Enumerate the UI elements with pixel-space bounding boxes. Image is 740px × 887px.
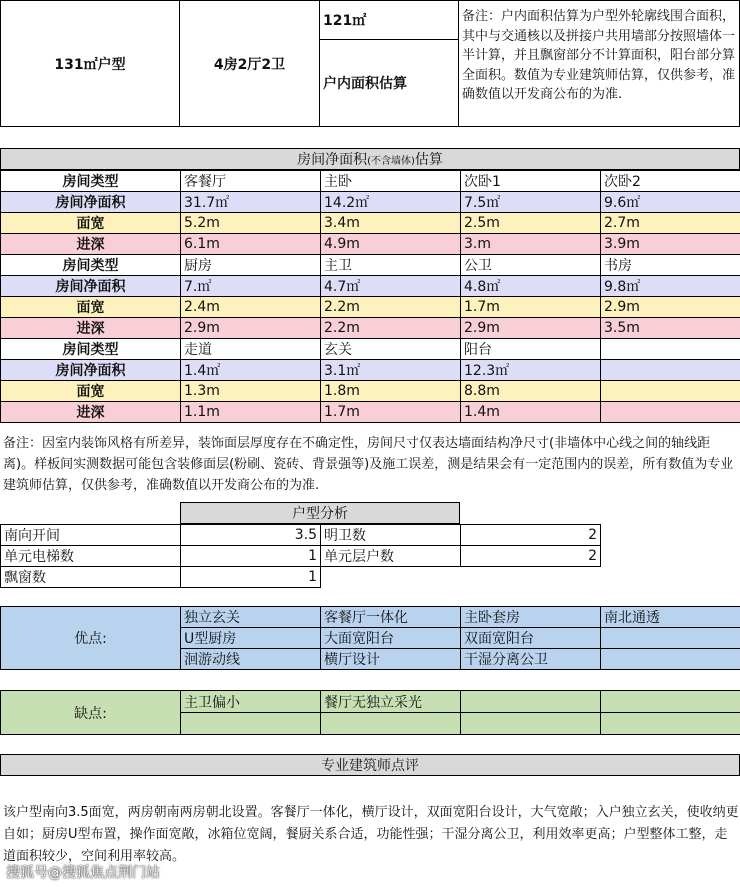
analysis-label: 单元层户数 — [320, 545, 461, 567]
room-name-cell: 书房 — [600, 254, 740, 276]
room-name-cell: 主卧 — [320, 170, 461, 192]
row-label-room-area: 房间净面积 — [0, 191, 181, 213]
review-title: 专业建筑师点评 — [0, 754, 740, 776]
pro-item: 大面宽阳台 — [320, 627, 461, 649]
row-label-room-area: 房间净面积 — [0, 359, 181, 381]
room-width-cell — [600, 380, 740, 402]
con-item: 主卫偏小 — [180, 690, 321, 713]
unit-layout: 4房2厅2卫 — [179, 0, 320, 127]
pro-item — [600, 627, 740, 649]
room-depth-cell: 6.1m — [180, 233, 321, 255]
room-name-cell: 走道 — [180, 338, 321, 360]
pro-item: 南北通透 — [600, 606, 740, 628]
room-area-cell — [600, 359, 740, 381]
rooms-table-title — [0, 148, 740, 170]
row-label-room-area: 房间净面积 — [0, 275, 181, 297]
row-label-room-name: 房间类型 — [0, 170, 181, 192]
con-item — [320, 712, 461, 735]
room-width-cell: 5.2m — [180, 212, 321, 234]
pro-item: 洄游动线 — [180, 648, 321, 670]
cons-label: 缺点: — [0, 690, 181, 735]
room-area-cell: 9.8㎡ — [600, 275, 740, 297]
room-name-cell: 客餐厅 — [180, 170, 321, 192]
row-label-room-depth: 进深 — [0, 401, 181, 423]
room-width-cell: 1.3m — [180, 380, 321, 402]
pro-item: 干湿分离公卫 — [460, 648, 601, 670]
pro-item: 独立玄关 — [180, 606, 321, 628]
room-area-cell: 31.7㎡ — [180, 191, 321, 213]
pro-item: 客餐厅一体化 — [320, 606, 461, 628]
room-depth-cell: 2.2m — [320, 317, 461, 339]
room-area-cell: 9.6㎡ — [600, 191, 740, 213]
room-name-cell: 公卫 — [460, 254, 601, 276]
room-depth-cell: 1.4m — [460, 401, 601, 423]
room-name-cell: 玄关 — [320, 338, 461, 360]
analysis-title: 户型分析 — [180, 502, 460, 524]
pro-item: 双面宽阳台 — [460, 627, 601, 649]
analysis-value: 1 — [180, 545, 321, 567]
rooms-title-small: (不含墙体) — [367, 155, 415, 167]
room-name-cell: 主卫 — [320, 254, 461, 276]
area-remark-box — [458, 0, 740, 127]
room-area-cell: 7.5㎡ — [460, 191, 601, 213]
analysis-label: 单元电梯数 — [0, 545, 181, 567]
review-text: 该户型南向3.5面宽，两房朝南两房朝北设置。客餐厅一体化，横厅设计，双面宽阳台设计，大气宽敞；入户独立玄关，使收纳更自如；厨房U型布置，操作面宽敞，冰箱位宽阔，餐厨关系合适，功能性强；干湿分离公卫，利用效率更高；户型整体工整，走道面积较少，空间利用率较高。 — [3, 805, 739, 864]
room-area-cell: 12.3㎡ — [460, 359, 601, 381]
analysis-label: 明卫数 — [320, 524, 461, 546]
pros-label: 优点: — [0, 606, 181, 670]
room-depth-cell: 1.1m — [180, 401, 321, 423]
room-depth-cell: 1.7m — [320, 401, 461, 423]
pro-item — [600, 648, 740, 670]
room-area-cell: 3.1㎡ — [320, 359, 461, 381]
con-item — [180, 712, 321, 735]
room-name-cell: 阳台 — [460, 338, 601, 360]
analysis-label: 南向开间 — [0, 524, 181, 546]
row-label-room-width: 面宽 — [0, 212, 181, 234]
room-width-cell: 2.5m — [460, 212, 601, 234]
pro-item: U型厨房 — [180, 627, 321, 649]
room-depth-cell: 3.9m — [600, 233, 740, 255]
analysis-value: 3.5 — [180, 524, 321, 546]
room-depth-cell — [600, 401, 740, 423]
area-remark: 备注：户内面积估算为户型外轮廓线围合面积，其中与交通核以及拼接户共用墙部分按照墙体一半计算，并且飘窗部分不计算面积，阳台部分算全面积。数值为专业建筑师估算，仅供参考，准确数值以开发商公布的为准. — [462, 9, 736, 102]
room-area-cell: 7.㎡ — [180, 275, 321, 297]
row-label-room-depth: 进深 — [0, 233, 181, 255]
room-area-cell: 4.7㎡ — [320, 275, 461, 297]
pro-item: 横厅设计 — [320, 648, 461, 670]
analysis-value: 2 — [460, 524, 601, 546]
room-depth-cell: 3.5m — [600, 317, 740, 339]
room-depth-cell: 2.9m — [180, 317, 321, 339]
row-label-room-name: 房间类型 — [0, 338, 181, 360]
room-depth-cell: 4.9m — [320, 233, 461, 255]
con-item — [460, 690, 601, 713]
rooms-title-main: 房间净面积 — [297, 152, 368, 168]
room-area-cell: 4.8㎡ — [460, 275, 601, 297]
room-area-cell: 1.4㎡ — [180, 359, 321, 381]
room-area-cell: 14.2㎡ — [320, 191, 461, 213]
analysis-value: 2 — [460, 545, 601, 567]
row-label-room-depth: 进深 — [0, 317, 181, 339]
con-item: 餐厅无独立采光 — [320, 690, 461, 713]
indoor-area-value: 121㎡ — [319, 0, 459, 40]
rooms-remark: 备注：因室内装饰风格有所差异，装饰面层厚度存在不确定性，房间尺寸仅表达墙面结构净尺寸(非墙体中心线之间的轴线距离)。样板间实测数据可能包含装修面层(粉刷、瓷砖、背景强等)及施工误差，测是结果会有一定范围内的误差，所有数值为专业建筑师估算，仅供参考，准确数值以开发商公布的为准. — [3, 436, 734, 493]
room-width-cell: 2.9m — [600, 296, 740, 318]
room-width-cell: 3.4m — [320, 212, 461, 234]
row-label-room-width: 面宽 — [0, 296, 181, 318]
indoor-area-label: 户内面积估算 — [319, 39, 459, 127]
room-name-cell: 厨房 — [180, 254, 321, 276]
row-label-room-name: 房间类型 — [0, 254, 181, 276]
con-item — [460, 712, 601, 735]
room-width-cell: 8.8m — [460, 380, 601, 402]
room-width-cell: 1.7m — [460, 296, 601, 318]
con-item — [600, 690, 740, 713]
con-item — [600, 712, 740, 735]
room-name-cell: 次卧2 — [600, 170, 740, 192]
watermark: 搜狐号@搜狐焦点荆门站 — [6, 865, 160, 881]
rooms-title-suffix: 估算 — [414, 152, 443, 168]
room-name-cell: 次卧1 — [460, 170, 601, 192]
row-label-room-width: 面宽 — [0, 380, 181, 402]
room-width-cell: 2.4m — [180, 296, 321, 318]
pro-item: 主卧套房 — [460, 606, 601, 628]
room-width-cell: 1.8m — [320, 380, 461, 402]
room-width-cell: 2.2m — [320, 296, 461, 318]
unit-area: 131㎡户型 — [0, 0, 180, 127]
room-depth-cell: 3.m — [460, 233, 601, 255]
analysis-value: 1 — [180, 566, 321, 588]
room-name-cell — [600, 338, 740, 360]
analysis-label: 飘窗数 — [0, 566, 181, 588]
room-depth-cell: 2.9m — [460, 317, 601, 339]
room-width-cell: 2.7m — [600, 212, 740, 234]
